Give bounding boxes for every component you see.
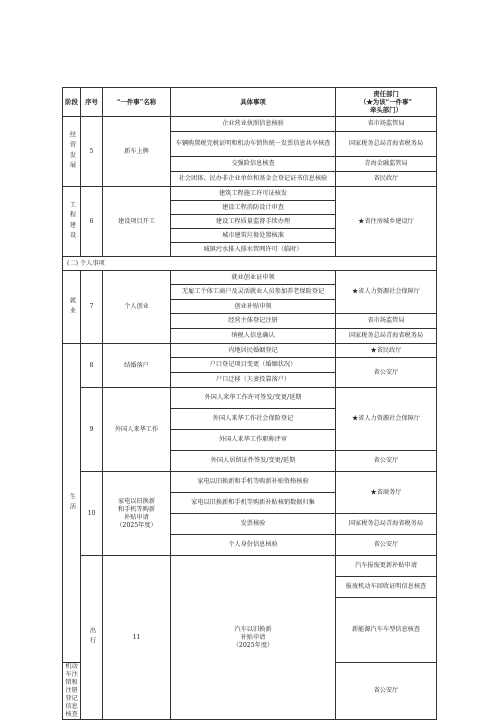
dept-cell: 省市场监管局 <box>336 314 437 329</box>
table-row <box>63 187 437 201</box>
matter-name-line: 补贴申请 <box>240 633 266 641</box>
header-dept-line-3: 牵头部门） <box>370 106 402 114</box>
header-dept-line-2: （★为该“一件事” <box>359 98 413 106</box>
item-cell: 创业补贴申领 <box>171 300 336 314</box>
dept-cell: 省公安厅 <box>336 451 437 472</box>
dept-cell: 省公安厅 <box>336 535 437 556</box>
item-cell: 纳税人信息确认 <box>171 329 336 344</box>
matter-name: 建设项目开工 <box>103 187 171 257</box>
item-cell: 户口迁移（夫妻投靠落户） <box>171 373 336 388</box>
item-cell: 个人身份信息核验 <box>171 535 336 556</box>
item-cell: 机动车注销和注册登记信息核查 <box>63 663 81 720</box>
item-cell: 发票核验 <box>171 514 336 535</box>
header-stage: 阶段 <box>63 88 81 117</box>
header-dept-line-1: 责任部门 <box>373 90 399 98</box>
matter-name-line: 和手机等购新 <box>117 505 156 513</box>
item-cell: 无雇工个体工商户及灵活就业人员参加养老保险登记 <box>171 285 336 300</box>
item-cell: 交强险信息核查 <box>171 157 336 172</box>
section-heading: (二) 个人事项 <box>63 257 437 271</box>
header-responsible-dept <box>336 88 437 117</box>
item-cell: 汽车报废更新补贴申请 <box>336 556 437 577</box>
item-cell: 建筑工程施工许可证核发 <box>171 187 336 201</box>
stage-shenghuo: 生活 <box>63 344 81 663</box>
item-cell: 建设工程消防设计审查 <box>171 201 336 215</box>
item-cell: 城镇污水排入排水管网许可（临时） <box>171 243 336 257</box>
table-row <box>63 388 437 409</box>
item-cell: 家电以旧换新和手机等购新补贴资格核验 <box>171 472 336 493</box>
item-cell: 户口登记项目变更（婚姻状况） <box>171 358 336 373</box>
section-row <box>63 257 437 271</box>
dept-cell: 国家税务总局青海省税务局 <box>336 132 437 157</box>
header-matter-name: “一件事”名称 <box>103 88 171 117</box>
dept-cell: 省市场监管局 <box>336 117 437 132</box>
matter-name: 个人创业 <box>103 271 171 344</box>
dept-cell: ★省商务厅 <box>336 472 437 514</box>
item-cell: 外国人来华工作职称评审 <box>171 430 336 451</box>
item-cell: 家电以旧换新和手机等购新补贴核销数据归集 <box>171 493 336 514</box>
dept-cell: ★省人力资源社会保障厅 <box>336 271 437 314</box>
dept-cell: 省民政厅 <box>336 172 437 187</box>
item-cell: 外国人来华工作社会保险登记 <box>171 409 336 430</box>
dept-cell: 国家税务总局青海省税务局 <box>336 514 437 535</box>
matter-name-line: （2025年度） <box>116 521 157 529</box>
item-cell: 就业创业证申领 <box>171 271 336 285</box>
matter-name: 结婚落户 <box>103 344 171 388</box>
row-number: 5 <box>81 117 103 187</box>
item-cell: 新能源汽车车型信息核查 <box>336 598 437 663</box>
item-cell: 建设工程质量监督手续办理 <box>171 215 336 229</box>
header-specific-items: 具体事项 <box>171 88 336 117</box>
matter-name: 新车上牌 <box>103 117 171 187</box>
header-number: 序号 <box>81 88 103 117</box>
item-cell: 外国人居留证件签发/变更/延期 <box>171 451 336 472</box>
item-cell: 经营主体登记注册 <box>171 314 336 329</box>
dept-cell: 青海金融监管局 <box>336 157 437 172</box>
item-cell: 外国人来华工作许可签发/变更/延期 <box>171 388 336 409</box>
dept-cell: 省公安厅 <box>336 358 437 388</box>
row-number: 6 <box>81 187 103 257</box>
matter-name-line: 家电以旧换新 <box>117 497 156 505</box>
row-number: 11 <box>103 556 171 720</box>
stage-chuxing: 出行 <box>81 556 103 720</box>
matter-name: 外国人来华工作 <box>103 388 171 472</box>
item-cell: 城市建筑垃圾处置核准 <box>171 229 336 243</box>
dept-cell: ★省人力资源社会保障厅 <box>336 388 437 451</box>
stage-jiuye: 就业 <box>63 271 81 344</box>
dept-cell: 省公安厅 <box>336 663 437 720</box>
matter-name <box>103 472 171 556</box>
item-cell: 内地居民婚姻登记 <box>171 344 336 358</box>
matter-name-line: （2025年度） <box>232 641 274 649</box>
row-number: 9 <box>81 388 103 472</box>
item-cell: 企业营业执照信息核验 <box>171 117 336 132</box>
item-cell: 社会团体、民办非企业单位和基金会登记证书信息核验 <box>171 172 336 187</box>
dept-cell: ★省民政厅 <box>336 344 437 358</box>
stage-jingying: 经营发展 <box>63 117 81 187</box>
table-header-row <box>63 88 437 117</box>
table-row <box>63 344 437 358</box>
table-row <box>63 556 437 577</box>
row-number: 10 <box>81 472 103 556</box>
matter-name-line: 汽车以旧换新 <box>234 625 272 633</box>
item-cell: 车辆购置税完税证明和机动车销售统一发票信息共享核查 <box>171 132 336 157</box>
row-number: 8 <box>81 344 103 388</box>
stage-gongcheng: 工程建设 <box>63 187 81 257</box>
responsibility-table <box>62 87 437 720</box>
dept-cell: ★省住房城乡建设厅 <box>336 187 437 257</box>
dept-cell: 国家税务总局青海省税务局 <box>336 329 437 344</box>
item-cell: 报废机动车回收证明信息核查 <box>336 577 437 598</box>
matter-name <box>171 556 336 720</box>
row-number: 7 <box>81 271 103 344</box>
matter-name-line: 补贴申请 <box>124 513 149 521</box>
table-row <box>63 117 437 132</box>
table-row <box>63 472 437 493</box>
table-row <box>63 271 437 285</box>
